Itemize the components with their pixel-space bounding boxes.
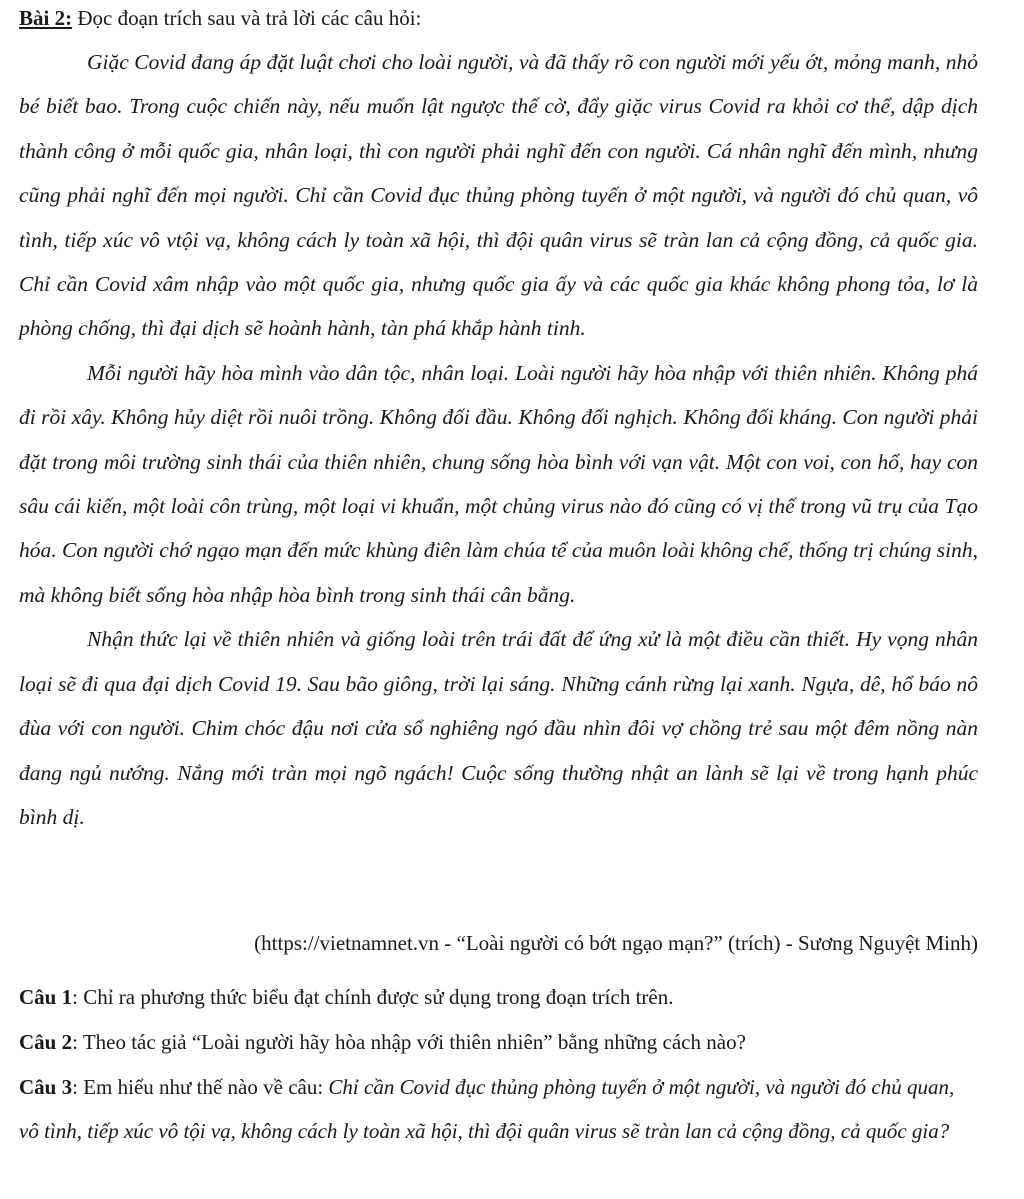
question-2 — [19, 1020, 978, 1064]
question-1 — [19, 975, 978, 1019]
passage-paragraph: Giặc Covid đang áp đặt luật chơi cho loài người, và đã thấy rõ con người mới yếu ớt, mỏng manh, nhỏ bé biết bao. Trong cuộc chiến này, nếu muốn lật ngược thế cờ, đẩy giặc virus Covid ra khỏi cơ thể, dập dịch thành công ở mỗi quốc gia, nhân loại, thì con người phải nghĩ đến con người. Cá nhân nghĩ đến mình, nhưng cũng phải nghĩ đến mọi người. Chỉ cần Covid đục thủng phòng tuyến ở một người, và người đó chủ quan, vô tình, tiếp xúc vô vtội vạ, không cách ly toàn xã hội, thì đội quân virus sẽ tràn lan cả cộng đồng, cả quốc gia. Chỉ cần Covid xâm nhập vào một quốc gia, nhưng quốc gia ấy và các quốc gia khác không phong tỏa, lơ là phòng chống, thì đại dịch sẽ hoành hành, tàn phá khắp hành tinh. — [19, 50, 978, 341]
question-text: : Em hiểu như thế nào về câu: — [72, 1075, 329, 1099]
passage-paragraph: Mỗi người hãy hòa mình vào dân tộc, nhân loại. Loài người hãy hòa nhập với thiên nhiên. Không phá đi rồi xây. Không hủy diệt rồi nuôi trồng. Không đối đầu. Không đối nghịch. Không đối kháng. Con người phải đặt trong môi trường sinh thái của thiên nhiên, chung sống hòa bình với vạn vật. Một con voi, con hổ, hay con sâu cái kiến, một loài côn trùng, một loại vi khuẩn, một chủng virus nào đó cũng có vị thế trong vũ trụ của Tạo hóa. Con người chớ ngạo mạn đến mức khùng điên làm chúa tể của muôn loài không chế, thống trị chúng sinh, mà không biết sống hòa nhập hòa bình trong sinh thái cân bằng. — [19, 360, 978, 607]
exercise-heading — [19, 4, 421, 32]
question-label: Câu 1 — [19, 985, 73, 1009]
question-text: : Theo tác giả “Loài người hãy hòa nhập với thiên nhiên” bằng những cách nào? — [72, 1030, 746, 1054]
reading-passage — [19, 40, 978, 839]
exercise-label: Bài 2: — [19, 6, 73, 30]
passage-source: (https://vietnamnet.vn - “Loài người có bớt ngạo mạn?” (trích) - Sương Nguyệt Minh) — [254, 931, 978, 955]
question-3 — [19, 1065, 978, 1153]
question-quote: Chỉ cần Covid đục thủng phòng tuyến ở một người, và người đó chủ quan, vô tình, tiếp xúc vô tội vạ, không cách ly toàn xã hội, thì đội quân virus sẽ tràn lan cả cộng đồng, cả quốc gia? — [19, 1075, 955, 1143]
exercise-instruction: Đọc đoạn trích sau và trả lời các câu hỏi: — [72, 6, 422, 30]
passage-paragraph: Nhận thức lại về thiên nhiên và giống loài trên trái đất để ứng xử là một điều cần thiết. Hy vọng nhân loại sẽ đi qua đại dịch Covid 19. Sau bão giông, trời lại sáng. Những cánh rừng lại xanh. Ngựa, dê, hổ báo nô đùa với con người. Chim chóc đậu nơi cửa sổ nghiêng ngó đầu nhìn đôi vợ chồng trẻ sau một đêm nồng nàn đang ngủ nướng. Nắng mới tràn mọi ngõ ngách! Cuộc sống thường nhật an lành sẽ lại về trong hạnh phúc bình dị. — [19, 627, 978, 829]
question-label: Câu 3 — [19, 1075, 73, 1099]
question-text: : Chỉ ra phương thức biểu đạt chính được sử dụng trong đoạn trích trên. — [72, 985, 674, 1009]
question-label: Câu 2 — [19, 1030, 73, 1054]
